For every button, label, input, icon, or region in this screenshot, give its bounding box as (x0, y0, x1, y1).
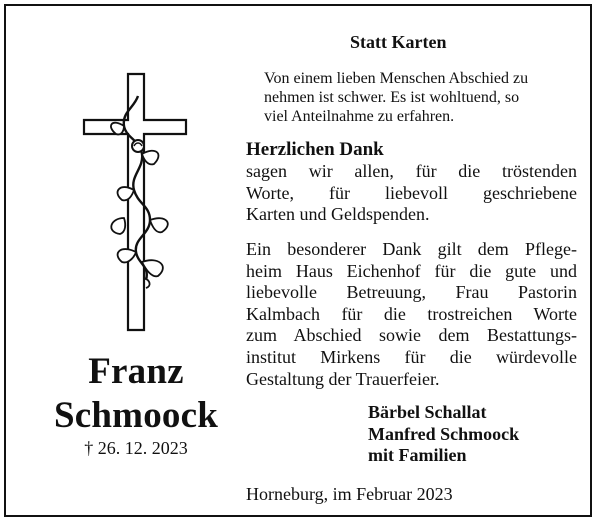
text-line: Karten und Geldspenden. (246, 204, 430, 225)
intro-line: nehmen ist schwer. Es ist wohltuend, so (264, 89, 520, 106)
statt-karten-heading: Statt Karten (350, 32, 447, 52)
text-line: zum Abschied sowie dem Bestattungs- (246, 325, 577, 346)
text-line: liebevolle Betreuung, Frau Pastorin (246, 282, 577, 303)
text-line: Gestaltung der Trauerfeier. (246, 368, 440, 389)
text-line: Ein besonderer Dank gilt dem Pflege- (246, 239, 577, 259)
text-line: sagen wir allen, für die tröstenden (246, 161, 577, 181)
deceased-last-name: Schmoock (54, 395, 218, 436)
deceased-first-name: Franz (88, 351, 184, 392)
intro-text (260, 69, 582, 126)
text-line: Kalmbach für die trostreichen Worte (246, 303, 577, 324)
signature-line: mit Familien (368, 445, 467, 465)
text-line: institut Mirkens für die würdevolle (246, 346, 577, 367)
signatures (368, 402, 519, 467)
thanks-heading: Herzlichen Dank (246, 139, 384, 160)
death-date: † 26. 12. 2023 (84, 438, 188, 458)
text-line: heim Haus Eichenhof für die gute und (246, 260, 577, 281)
text-line: Worte, für liebevoll geschriebene (246, 182, 577, 203)
place-date: Horneburg, im Februar 2023 (246, 484, 453, 504)
obituary-card (4, 4, 592, 517)
special-thanks-paragraph (246, 239, 577, 390)
intro-line: Von einem lieben Menschen Abschied zu (264, 70, 529, 87)
thanks-paragraph (246, 161, 577, 226)
cross-with-vine-icon (76, 68, 196, 336)
signature-line: Manfred Schmoock (368, 423, 520, 444)
intro-line: viel Anteilnahme zu erfahren. (264, 108, 455, 125)
signature-line: Bärbel Schallat (368, 402, 487, 422)
